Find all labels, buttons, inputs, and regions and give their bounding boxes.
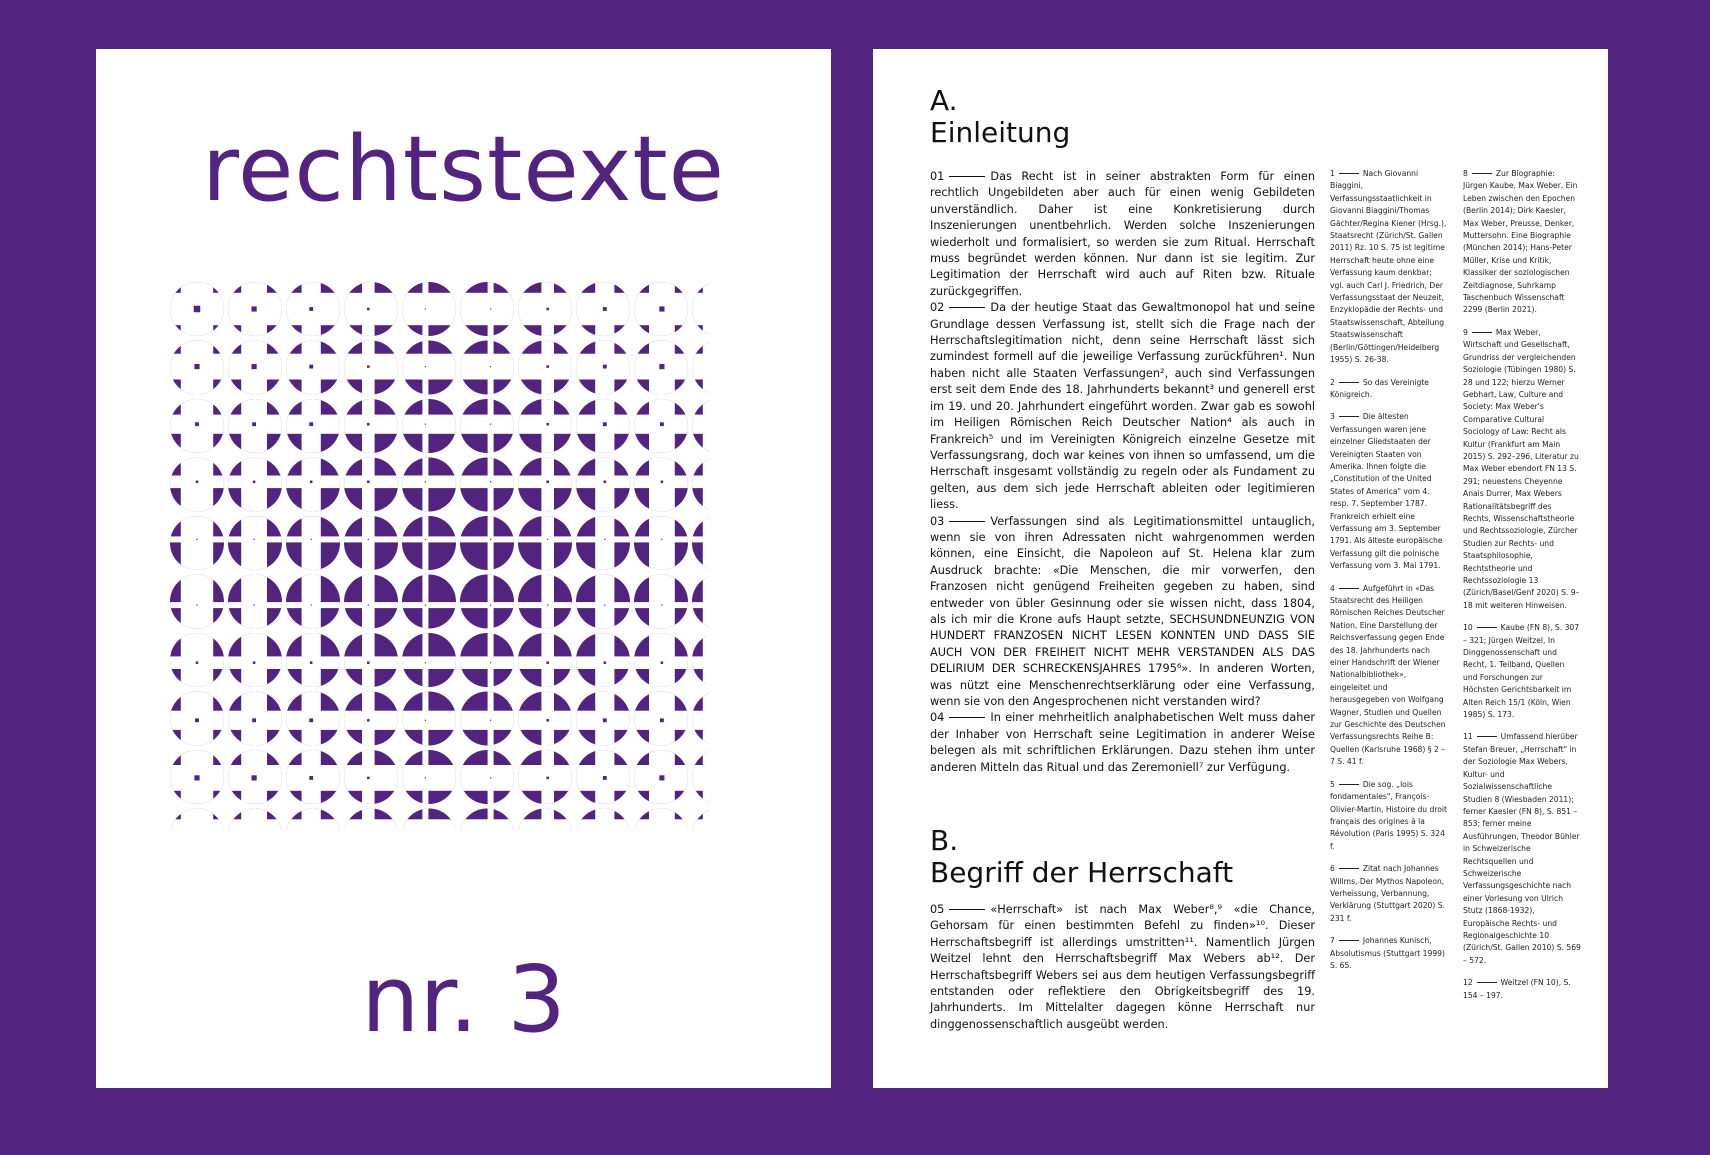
paragraph-number: 05 [930,903,945,916]
paragraph-03 [930,514,1315,711]
pattern-cell [575,808,631,831]
footnote-2 [1330,377,1448,402]
pattern-cell [633,515,689,571]
pattern-cell [285,574,341,630]
footnote-text: Zitat nach Johannes Willms, Der Mythos Napoleon, Verheissung, Verbannung, Verklärung (Stuttgart 2020) S. 231 f. [1330,864,1445,923]
pattern-cell [517,282,573,337]
pattern-cell [170,398,225,454]
footnote-number: 9 [1463,327,1468,337]
pattern-cell [343,749,399,805]
cover-page [96,49,831,1088]
pattern-cell [517,515,573,571]
pattern-cell [170,515,225,571]
pattern-cell [691,515,710,571]
footnote-rule [1339,940,1359,941]
section-a-body [930,169,1315,776]
pattern-cell [633,691,689,747]
pattern-cell [343,282,399,337]
pattern-cell [575,282,631,337]
footnote-rule [1472,173,1492,174]
paragraph-text: Das Recht ist in seiner abstrakten Form für einen rechtlich Ungebildeten aber auch für einen wenig Gebildeten unverständlich. Daher ist eine Konkretisierung durch Inszenierungen unentbehrlich. Werden solche Inszenierungen wiederholt und formalisiert, so werden sie zum Ritual. Herrschaft muss begründet werden können. Nur dann ist sie legitim. Zur Legitimation der Herrschaft wird auch auf Riten bzw. Rituale zurückgegriffen. [930,170,1315,298]
pattern-cell [517,808,573,831]
pattern-cell [401,457,457,513]
pattern-cell [170,457,225,513]
pattern-cell [575,515,631,571]
pattern-cell [459,574,515,630]
pattern-cell [285,398,341,454]
pattern-cell [459,457,515,513]
pattern-cell [633,457,689,513]
footnote-text: Weitzel (FN 10), S. 154 – 197. [1463,978,1571,1000]
paragraph-text: In einer mehrheitlich analphabetischen Welt muss daher der Inhaber von Herrschaft seine Legitimation in anderer Weise belegen als mit schriftlichen Erklärungen. Dazu stehen ihm unter anderen Mitteln das Ritual und das Zeremoniell⁷ zur Verfügung. [930,711,1315,774]
pattern-cell [517,457,573,513]
pattern-cell [227,282,283,337]
footnote-1 [1330,168,1448,367]
footnote-rule [1339,173,1359,174]
footnote-10 [1463,622,1581,721]
pattern-cell [691,808,710,831]
pattern-cell [575,398,631,454]
pattern-cell [401,574,457,630]
pattern-cell [285,340,341,396]
pattern-cell [227,574,283,630]
pattern-cell [633,398,689,454]
footnote-text: Johannes Kunisch, Absolutismus (Stuttgart 1999) S. 65. [1330,936,1445,970]
footnote-text: Aufgeführt in «Das Staatsrecht des Heiligen Römischen Reiches Deutscher Nation, Eine Darstellung der Reichsverfassung gegen Ende des 18. Jahrhunderts nach einer Handschrift der Wiener Nationalbibliothek», eingeleitet und herausgegeben von Wolfgang Wagner, Studien und Quellen zur Geschichte des Deutschen Verfassungsrechts Reihe B: Quellen (Karlsruhe 1968) § 2 – 7 S. 41 f. [1330,583,1446,767]
pattern-cell [343,398,399,454]
footnote-number: 8 [1463,169,1468,178]
pattern-cell [401,691,457,747]
section-b-heading [930,825,1233,889]
footnote-text: Die ältesten Verfassungen waren jene einzelner Gliedstaaten der Vereinigten Staaten von Amerika. Ihnen folgte die „Constitution of the United States of America" vom 4. resp. 7. September 1787. Frankreich erhielt eine Verfassung am 3. September 1791. Als älteste europäische Verfassung gilt die polnische Verfassung vom 3. Mai 1791. [1330,412,1443,571]
footnote-text: Die sog. „lois fondamentales", François-Olivier-Martin, Histoire du droit français des origines à la Révolution (Paris 1995) S. 324 f. [1330,779,1448,851]
pattern-cell [343,632,399,688]
pattern-cell [227,691,283,747]
pattern-cell [459,398,515,454]
footnote-text: Kaube (FN 8), S. 307 – 321; Jürgen Weitzel, In Dinggenossenschaft und Recht, 1. Teilband, Quellen und Forschungen zur Höchsten Gerichtsbarkeit im Alten Reich 15/1 (Köln, Wien 1985) S. 173. [1463,623,1580,720]
pattern-cell [227,340,283,396]
footnote-number: 3 [1330,412,1335,422]
footnote-text: Umfassend hierüber Stefan Breuer, „Herrschaft" in der Soziologie Max Webers, Kultur- und Sozialwissenschaftliche Studien 8 (Wiesbaden 2011); ferner Kaesler (FN 8), S. 851 – 853; ferner meine Ausführungen, Theodor Bühler in Schweizerische Rechtsquellen und Schweizerische Verfassungsgeschichte nach einer Vorlesung von Ulrich Stutz (1868-1932), Europäische Rechts- und Regionalgeschichte 10 (Zürich/St. Gallen 2010) S. 569 – 572. [1463,732,1581,965]
pattern-cell [343,574,399,630]
pattern-cell [401,749,457,805]
footnote-6 [1330,863,1448,925]
paragraph-text: «Herrschaft» ist nach Max Weber⁸,⁹ «die Chance, Gehorsam für einen bestimmten Befehl zu finden»¹⁰. Dieser Herrschaftsbegriff ist allerdings umstritten¹¹. Namentlich Jürgen Weitzel lehnt den Herrschaftsbegriff Max Webers ab¹². Der Herrschaftsbegriff Webers sei aus dem heutigen Verfassungsbegriff entstanden oder reflektiere den Obrigkeitsbegriff des 19. Jahrhunderts. Im Mittelalter dagegen könne Herrschaft nur dinggenossenschaftlich ausgeübt werden. [930,903,1315,1031]
footnote-rule [1339,868,1359,869]
paragraph-rule [949,176,985,177]
footnotes-left-column [1330,168,1448,982]
paragraph-rule [949,717,985,718]
pattern-cell [227,808,283,831]
footnote-rule [1339,588,1359,589]
pattern-cell [517,632,573,688]
footnote-rule [1472,332,1492,333]
footnote-12 [1463,977,1581,1002]
paragraph-number: 01 [930,170,945,183]
pattern-cell [401,515,457,571]
footnote-text: Zur Biographie: Jürgen Kaube, Max Weber, Ein Leben zwischen den Epochen (Berlin 2014); Dirk Kaesler, Max Weber, Preusse, Denker, Muttersohn. Eine Biographie (München 2014); Hans-Peter Müller, Krise und Kritik, Klassiker der soziologischen Zeitdiagnose, Suhrkamp Taschenbuch Wissenschaft 2299 (Berlin 2021). [1463,169,1578,315]
section-b-letter: B. [930,824,959,857]
pattern-cell [170,691,225,747]
footnote-number: 6 [1330,864,1335,874]
paragraph-text: Da der heutige Staat das Gewaltmonopol hat und seine Grundlage dessen Verfassung ist, stellt sich die Frage nach der Herrschaftslegitimation nicht, denn seine Herrschaft lässt sich zumindest formell auf die jeweilige Verfassung zurückführen¹. Nun haben nicht alle Staaten Verfassungen², auch sind Verfassungen erst seit dem Ende des 18. Jahrhunderts bekannt³ und generell erst im 19. und 20. Jahrhundert eingeführt worden. Zwar gab es sowohl im Heiligen Römischen Reich Deutscher Nation⁴ als auch in Frankreich⁵ und im Vereinigten Königreich einzelne Gesetze mit Verfassungsrang, doch war keines von ihnen so umfassend, um die Herrschaft insgesamt vollständig zu regeln oder als Fundament zu gelten, aus dem sich jede Herrschaft ableiten oder legitimieren liess. [930,301,1315,512]
pattern-cell [459,515,515,571]
pattern-cell [575,574,631,630]
pattern-cell [691,340,710,396]
pattern-cell [691,574,710,630]
pattern-cell [285,749,341,805]
pattern-cell [285,632,341,688]
pattern-cell [575,457,631,513]
paragraph-01 [930,169,1315,300]
section-a-letter: A. [930,84,958,117]
pattern-cell [691,749,710,805]
article-page [873,49,1608,1088]
pattern-cell [170,749,225,805]
pattern-cell [285,808,341,831]
pattern-cell [517,340,573,396]
section-b-title: Begriff der Herrschaft [930,856,1234,889]
pattern-cell [285,691,341,747]
pattern-cell [517,749,573,805]
pattern-cell [401,808,457,831]
paragraph-number: 03 [930,514,945,528]
footnotes-right-column [1463,168,1581,1012]
pattern-cell [691,691,710,747]
section-a-heading [930,85,1070,149]
pattern-cell [401,340,457,396]
paragraph-text: Verfassungen sind als Legitimationsmittel untauglich, wenn sie von ihren Adressaten nicht wahrgenommen werden können, eine Einsicht, die Napoleon auf St. Helena klar zum Ausdruck brachte: «Die Menschen, die mir vorwerfen, den Franzosen nicht genügend Freiheiten gegeben zu haben, sind entweder von übler Gesinnung oder sie wissen nicht, dass 1804, als ich mir die Krone aufs Haupt setzte, SECHSUNDNEUNZIG VON HUNDERT FRANZOSEN NICHT LESEN KONNTEN UND DASS SIE AUCH VON DER FREIHEIT NICHT MEHR VERSTANDEN ALS DAS DELIRIUM DER SCHRECKENSJAHRES 1795⁶». In anderen Worten, was nützt eine Menschenrechtserklärung oder eine Verfassung, wenn sie von den Angesprochenen nicht verstanden wird? [930,514,1315,708]
footnote-4 [1330,583,1448,769]
footnote-8 [1463,168,1581,317]
footnote-rule [1477,736,1497,737]
cover-issue-number: nr. 3 [361,946,566,1053]
paragraph-rule [949,909,985,910]
pattern-cell [575,691,631,747]
section-a-title: Einleitung [930,116,1071,149]
pattern-cell [575,632,631,688]
footnote-5 [1330,779,1448,853]
pattern-cell [170,282,225,337]
pattern-cell [633,632,689,688]
paragraph-04 [930,710,1315,776]
footnote-3 [1330,411,1448,572]
pattern-cell [575,749,631,805]
pattern-cell [517,574,573,630]
footnote-number: 11 [1463,732,1473,742]
pattern-cell [343,340,399,396]
pattern-cell [285,515,341,571]
footnote-number: 5 [1330,779,1335,789]
footnote-rule [1339,416,1359,417]
footnote-11 [1463,731,1581,967]
pattern-cell [459,691,515,747]
circle-pattern-graphic [170,282,710,830]
pattern-cell [343,808,399,831]
pattern-cell [227,749,283,805]
pattern-cell [227,398,283,454]
footnote-rule [1477,982,1497,983]
footnote-number: 10 [1463,623,1473,633]
paragraph-rule [949,521,985,522]
pattern-cell [575,340,631,396]
pattern-cell [633,808,689,831]
paragraph-number: 04 [930,711,945,725]
pattern-cell [170,808,225,831]
pattern-cell [459,749,515,805]
footnote-rule [1339,382,1359,383]
paragraph-number: 02 [930,301,945,315]
paragraph-rule [949,307,985,308]
pattern-cell [285,457,341,513]
pattern-cell [691,632,710,688]
pattern-cell [227,632,283,688]
pattern-cell [401,632,457,688]
pattern-cell [691,457,710,513]
paragraph-05 [930,902,1315,1033]
pattern-cell [517,398,573,454]
pattern-cell [459,282,515,337]
pattern-cell [459,340,515,396]
footnote-rule [1477,627,1497,628]
pattern-cell [459,632,515,688]
footnote-text: So das Vereinigte Königreich. [1330,377,1429,399]
pattern-cell [343,515,399,571]
cover-title: rechtstexte [201,117,726,222]
footnote-rule [1339,784,1359,785]
pattern-cell [633,340,689,396]
footnote-9 [1463,327,1581,612]
pattern-cell [285,282,341,337]
footnote-text: Nach Giovanni Biaggini, Verfassungsstaatlichkeit in Giovanni Biaggini/Thomas Gächter/Regina Kiener (Hrsg.), Staatsrecht (Zürich/St. Gallen 2011) Rz. 10 S. 75 ist legitime Herrschaft heute ohne eine Verfassung kaum denkbar; vgl. auch Carl J. Friedrich, Der Verfassungsstaat der Neuzeit, Enzyklopädie der Rechts- und Staatswissenschaft, Abteilung Staatswissenschaft (Berlin/Göttingen/Heidelberg 1955) S. 26-38. [1330,169,1447,365]
pattern-cell [227,457,283,513]
pattern-cell [401,282,457,337]
footnote-7 [1330,935,1448,972]
pattern-cell [401,398,457,454]
pattern-cell [633,282,689,337]
pattern-cell [170,340,225,396]
pattern-cell [517,691,573,747]
pattern-cell [633,574,689,630]
pattern-cell [459,808,515,831]
footnote-number: 12 [1463,978,1473,988]
footnote-number: 1 [1330,169,1335,178]
pattern-cell [227,515,283,571]
paragraph-02 [930,300,1315,513]
footnote-number: 7 [1330,936,1335,946]
pattern-cell [691,398,710,454]
section-b-body [930,902,1315,1033]
footnote-number: 2 [1330,377,1335,387]
pattern-cell [343,457,399,513]
footnote-text: Max Weber, Wirtschaft und Gesellschaft, Grundriss der vergleichenden Soziologie (Tübingen 1980) S. 28 und 122; hierzu Werner Gebhart, Law, Culture and Society: Max Weber's Comparative Cultural Sociology of Law: Recht als Kultur (Frankfurt am Main 2015) S. 292–296, Literatur zu Max Weber ebendort FN 13 S. 291; neuestens Cheyenne Anais Durrer, Max Webers Rationalitätsbegriff des Rechts, Wissenschaftstheorie und Rechtssoziologie, Zürcher Studien zur Rechts- und Staatsphilosophie, Rechtstheorie und Rechtssoziologie 13 (Zürich/Basel/Genf 2020) S. 9–18 mit weiteren Hinweisen. [1463,327,1580,610]
pattern-cell [170,574,225,630]
pattern-cell [343,691,399,747]
pattern-cell [633,749,689,805]
pattern-cell [170,632,225,688]
pattern-cell [691,282,710,337]
footnote-number: 4 [1330,583,1335,593]
